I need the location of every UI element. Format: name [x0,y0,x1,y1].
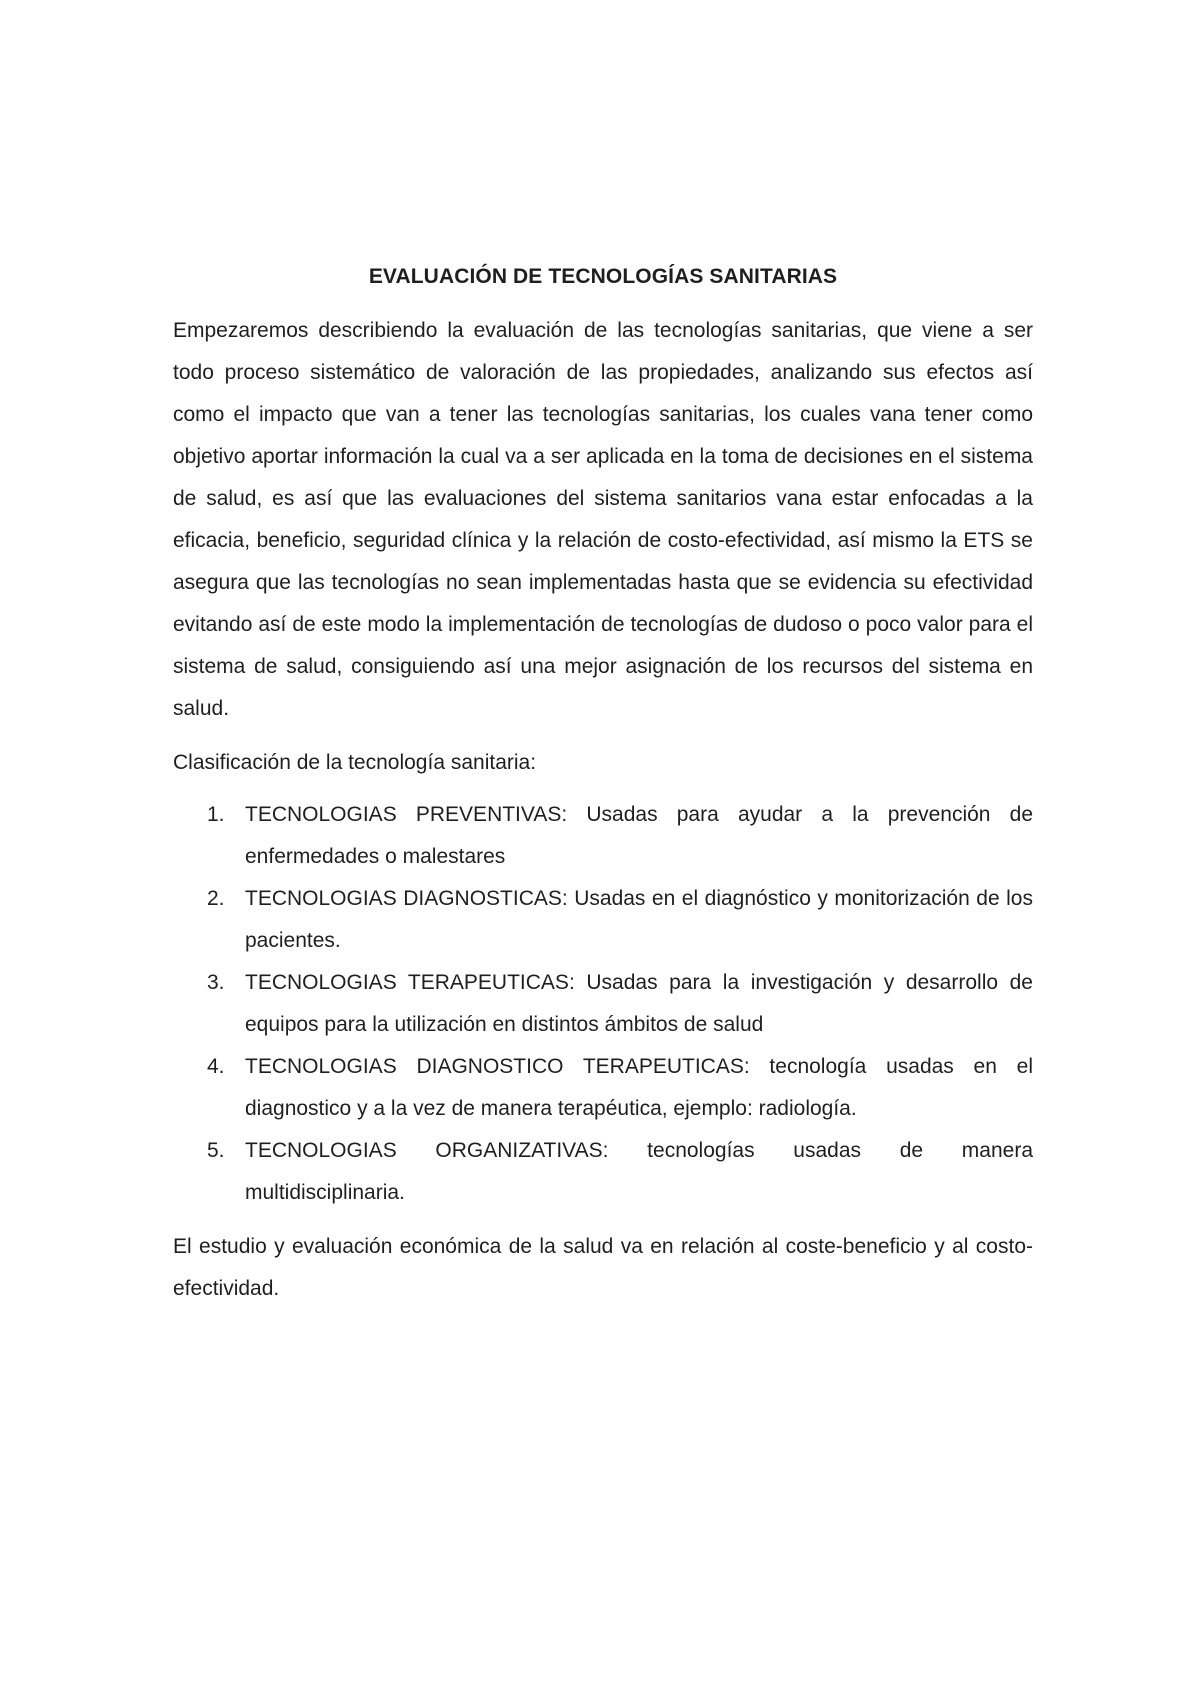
classification-heading: Clasificación de la tecnología sanitaria: [173,751,537,774]
classification-list [173,794,1033,1214]
document-content [173,258,1033,1322]
list-item-text: TECNOLOGIAS TERAPEUTICAS: Usadas para la investigación y desarrollo de equipos para la utilización en distintos ámbitos de salud [245,971,1033,1036]
document-title: EVALUACIÓN DE TECNOLOGÍAS SANITARIAS [368,265,838,288]
intro-paragraph: Empezaremos describiendo la evaluación de las tecnologías sanitarias, que viene a ser todo proceso sistemático de valoración de las propiedades, analizando sus efectos así como el impacto que van a tener las tecnologías sanitarias, los cuales vana tener como objetivo aportar información la cual va a ser aplicada en la toma de decisiones en el sistema de salud, es así que las evaluaciones del sistema sanitarios vana estar enfocadas a la eficacia, beneficio, seguridad clínica y la relación de costo-efectividad, así mismo la ETS se asegura que las tecnologías no sean implementadas hasta que se evidencia su efectividad evitando así de este modo la implementación de tecnologías de dudoso o poco valor para el sistema de salud, consiguiendo así una mejor asignación de los recursos del sistema en salud. [173,319,1033,720]
list-item-number: 2. [207,887,225,910]
list-item-number: 5. [207,1139,225,1162]
list-item-text: TECNOLOGIAS DIAGNOSTICAS: Usadas en el diagnóstico y monitorización de los pacientes. [245,887,1033,952]
list-item-number: 3. [207,971,225,994]
list-item [173,878,1033,962]
list-item [173,794,1033,878]
list-item-number: 1. [207,803,225,826]
list-item-text: TECNOLOGIAS DIAGNOSTICO TERAPEUTICAS: tecnología usadas en el diagnostico y a la vez de manera terapéutica, ejemplo: radiología. [245,1055,1033,1120]
closing-paragraph: El estudio y evaluación económica de la salud va en relación al coste-beneficio y al costo-efectividad. [173,1235,1033,1300]
list-item [173,1046,1033,1130]
list-item [173,962,1033,1046]
list-item [173,1130,1033,1214]
list-item-number: 4. [207,1055,225,1078]
list-item-text: TECNOLOGIAS PREVENTIVAS: Usadas para ayudar a la prevención de enfermedades o malestares [245,803,1033,868]
list-item-text: TECNOLOGIAS ORGANIZATIVAS: tecnologías usadas de manera multidisciplinaria. [245,1139,1033,1204]
